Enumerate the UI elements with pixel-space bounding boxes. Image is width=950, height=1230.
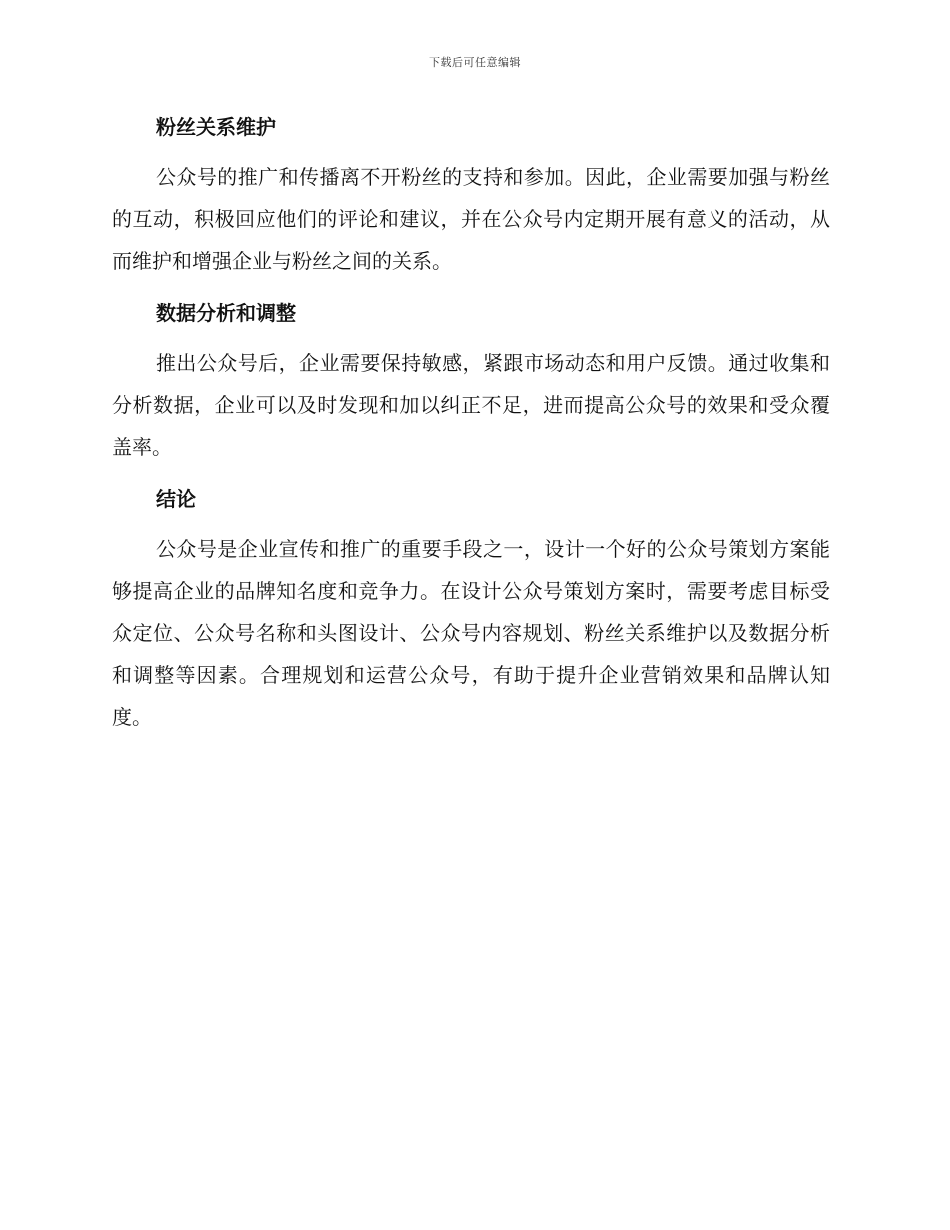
- section-heading: 结论: [156, 487, 196, 511]
- section-heading: 粉丝关系维护: [156, 115, 276, 139]
- section-paragraph: 公众号的推广和传播离不开粉丝的支持和参加。因此，企业需要加强与粉丝的互动，积极回应他们的评论和建议，并在公众号内定期开展有意义的活动，从而维护和增强企业与粉丝之间的关系。: [112, 165, 830, 273]
- section-fan-relations: [112, 106, 830, 282]
- page-header: 下载后可任意编辑: [429, 56, 521, 69]
- section-paragraph: 公众号是企业宣传和推广的重要手段之一，设计一个好的公众号策划方案能够提高企业的品牌知名度和竞争力。在设计公众号策划方案时，需要考虑目标受众定位、公众号名称和头图设计、公众号内容规划、粉丝关系维护以及数据分析和调整等因素。合理规划和运营公众号，有助于提升企业营销效果和品牌认知度。: [112, 537, 830, 729]
- section-paragraph: 推出公众号后，企业需要保持敏感，紧跟市场动态和用户反馈。通过收集和分析数据，企业可以及时发现和加以纠正不足，进而提高公众号的效果和受众覆盖率。: [112, 351, 830, 459]
- section-data-analysis: [112, 292, 830, 468]
- section-conclusion: [112, 478, 830, 738]
- document-body: [112, 106, 830, 748]
- section-heading: 数据分析和调整: [156, 301, 296, 325]
